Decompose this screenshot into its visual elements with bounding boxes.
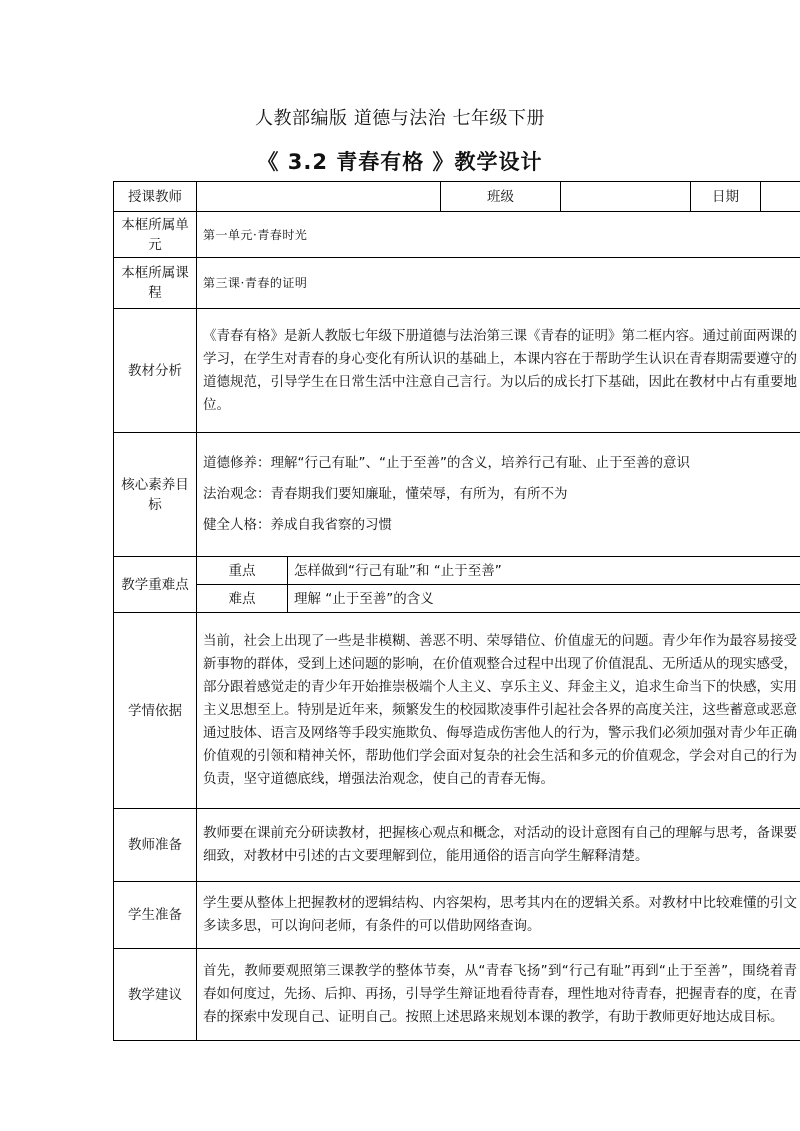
table-row-difficulty	[114, 585, 800, 613]
table-row-teacher	[114, 182, 800, 212]
unit-label: 本框所属单元	[114, 212, 197, 258]
table-row-suggest	[114, 949, 800, 1041]
teacher-label: 授课教师	[114, 182, 197, 212]
suggest-label: 教学建议	[114, 949, 197, 1041]
course-label: 本框所属课程	[114, 258, 197, 309]
table-row-keypoint	[114, 557, 800, 585]
date-label: 日期	[691, 182, 761, 212]
situation-label: 学情依据	[114, 613, 197, 809]
keypoints-label: 教学重难点	[114, 557, 197, 613]
key-label: 重点	[197, 557, 288, 585]
table-row-unit	[114, 212, 800, 258]
table-row-situation	[114, 613, 800, 809]
student-prep-value: 学生要从整体上把握教材的逻辑结构、内容架构，思考其内在的逻辑关系。对教材中比较难懂的引文多读多思，可以询问老师，有条件的可以借助网络查询。	[197, 882, 800, 949]
key-value: 怎样做到“行己有耻”和 “止于至善”	[288, 557, 800, 585]
teacher-prep-value: 教师要在课前充分研读教材，把握核心观点和概念，对活动的设计意图有自己的理解与思考，备课要细致，对教材中引述的古文要理解到位，能用通俗的语言向学生解释清楚。	[197, 809, 800, 882]
table-row-student-prep	[114, 882, 800, 949]
analysis-label: 教材分析	[114, 309, 197, 433]
difficulty-label: 难点	[197, 585, 288, 613]
difficulty-value: 理解 “止于至善”的含义	[288, 585, 800, 613]
goal-item: 法治观念：青春期我们要知廉耻，懂荣辱，有所为，有所不为	[203, 486, 568, 502]
lesson-plan-table	[113, 181, 800, 1041]
table-row-analysis	[114, 309, 800, 433]
unit-value: 第一单元·青春时光	[197, 212, 800, 258]
table-row-teacher-prep	[114, 809, 800, 882]
student-prep-label: 学生准备	[114, 882, 197, 949]
class-label: 班级	[441, 182, 561, 212]
document-subtitle: 人教部编版 道德与法治 七年级下册	[255, 108, 545, 129]
goal-item: 道德修养：理解“行己有耻”、“止于至善”的含义，培养行己有耻、止于至善的意识	[203, 455, 690, 471]
date-value[interactable]	[761, 182, 800, 212]
table-row-course	[114, 258, 800, 309]
class-value[interactable]	[561, 182, 691, 212]
goals-list	[197, 433, 800, 557]
table-row-goals	[114, 433, 800, 557]
analysis-value: 《青春有格》是新人教版七年级下册道德与法治第三课《青春的证明》第二框内容。通过前面两课的学习，在学生对青春的身心变化有所认识的基础上，本课内容在于帮助学生认识在青春期需要遵守的道德规范，引导学生在日常生活中注意自己言行。为以后的成长打下基础，因此在教材中占有重要地位。	[197, 309, 800, 433]
suggest-value: 首先，教师要观照第三课教学的整体节奏，从“青春飞扬”到“行己有耻”再到“止于至善”，围绕着青春如何度过，先扬、后抑、再扬，引导学生辩证地看待青春，理性地对待青春，把握青春的度，在青春的探索中发现自己、证明自己。按照上述思路来规划本课的教学，有助于教师更好地达成目标。	[197, 949, 800, 1041]
teacher-prep-label: 教师准备	[114, 809, 197, 882]
teacher-value[interactable]	[197, 182, 441, 212]
situation-value: 当前，社会上出现了一些是非模糊、善恶不明、荣辱错位、价值虚无的问题。青少年作为最容易接受新事物的群体，受到上述问题的影响，在价值观整合过程中出现了价值混乱、无所适从的现实感受，部分跟着感觉走的青少年开始推崇极端个人主义、享乐主义、拜金主义，追求生命当下的快感，实用主义思想至上。特别是近年来，频繁发生的校园欺凌事件引起社会各界的高度关注，这些蓄意或恶意通过肢体、语言及网络等手段实施欺负、侮辱造成伤害他人的行为，警示我们必须加强对青少年正确价值观的引领和精神关怀，帮助他们学会面对复杂的社会生活和多元的价值观念，学会对自己的行为负责，坚守道德底线，增强法治观念，使自己的青春无悔。	[197, 613, 800, 809]
goal-item: 健全人格：养成自我省察的习惯	[203, 517, 392, 533]
course-value: 第三课·青春的证明	[197, 258, 800, 309]
document-title: 《 3.2 青春有格 》教学设计	[257, 150, 543, 174]
goals-label: 核心素养目标	[114, 433, 197, 557]
